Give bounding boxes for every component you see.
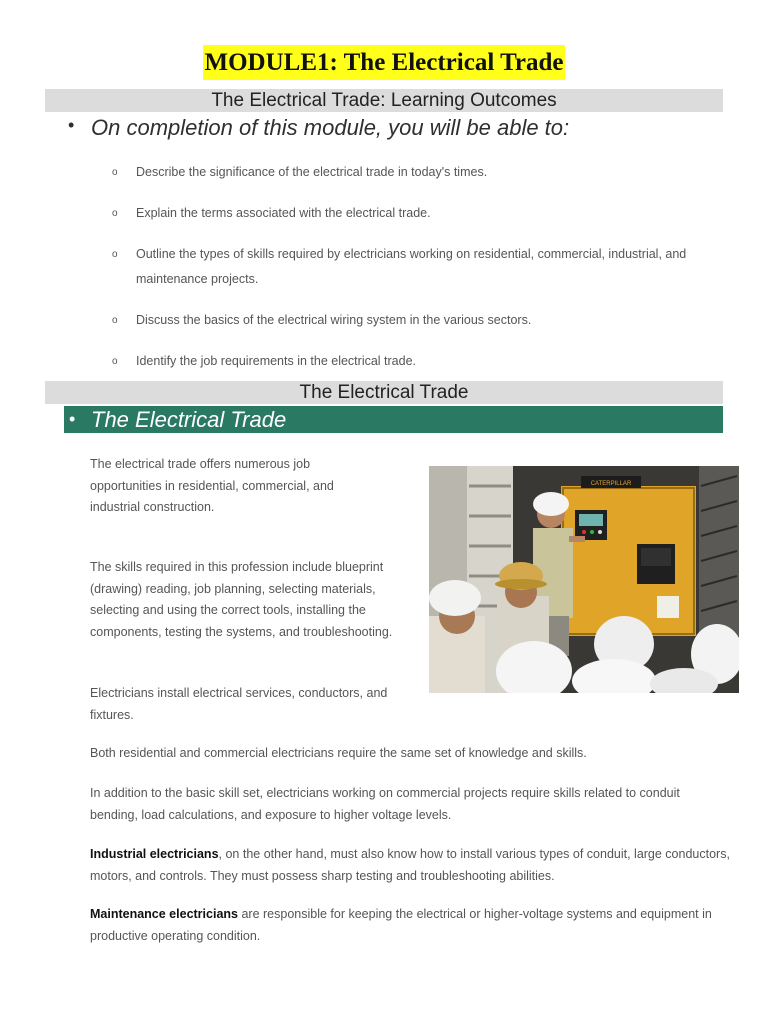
electrical-trade-subheading [64,406,723,433]
outcome-text: Identify the job requirements in the electrical trade. [136,354,417,368]
paragraph-commercial-skills: In addition to the basic skill set, electricians working on commercial projects require skills related to conduit bending, load calculations, and exposure to higher voltage levels. [90,786,680,822]
sub-bullet-icon: o [112,249,118,260]
sub-bullet-icon: o [112,356,118,367]
outcome-item [112,242,722,292]
generator-brand: CATERPILLAR [590,481,632,487]
electrical-trade-heading: The Electrical Trade [45,381,723,404]
industrial-term: Industrial electricians [90,847,219,861]
paragraph-maintenance [90,904,730,947]
sub-bullet-icon: o [112,208,118,219]
sub-bullet-icon: o [112,315,118,326]
bullet-icon: • [69,409,76,429]
outcome-text: Explain the terms associated with the electrical trade. [136,206,431,220]
learning-outcomes-heading: The Electrical Trade: Learning Outcomes [45,89,723,112]
paragraph-industrial [90,844,730,887]
paragraph-residential-commercial: Both residential and commercial electricians require the same set of knowledge and skills. [90,746,587,760]
electricians-photo [429,466,739,693]
outcome-text: Describe the significance of the electrical trade in today's times. [136,165,488,179]
outcome-item [112,160,722,185]
maintenance-term: Maintenance electricians [90,907,238,921]
industrial-text: , on the other hand, must also know how to install various types of conduit, large conductors, motors, and controls. They must possess sharp testing and troubleshooting abilities. [90,847,730,883]
paragraph-opportunities: The electrical trade offers numerous job opportunities in residential, commercial, and industrial construction. [90,457,334,514]
outcome-item [112,201,722,226]
subheading-text: The Electrical Trade [91,407,287,432]
outcome-text: Outline the types of skills required by electricians working on residential, commercial, industrial, and maintenance projects. [136,247,687,286]
paragraph-install: Electricians install electrical services, conductors, and fixtures. [90,686,388,722]
bullet-icon: • [68,115,75,135]
intro-text: On completion of this module, you will be able to: [91,115,570,140]
module-title: MODULE1: The Electrical Trade [203,45,566,80]
sub-bullet-icon: o [112,167,118,178]
maintenance-text: are responsible for keeping the electrical or higher-voltage systems and equipment in productive operating condition. [90,907,712,943]
title-wrap [0,45,768,80]
outcomes-list [112,160,722,390]
outcome-item [112,349,722,374]
outcome-text: Discuss the basics of the electrical wiring system in the various sectors. [136,313,532,327]
outcome-item [112,308,722,333]
paragraph-skills: The skills required in this profession include blueprint (drawing) reading, job planning, selecting materials, selecting and using the correct tools, installing the components, testing the systems, and troubleshooting. [90,560,393,639]
